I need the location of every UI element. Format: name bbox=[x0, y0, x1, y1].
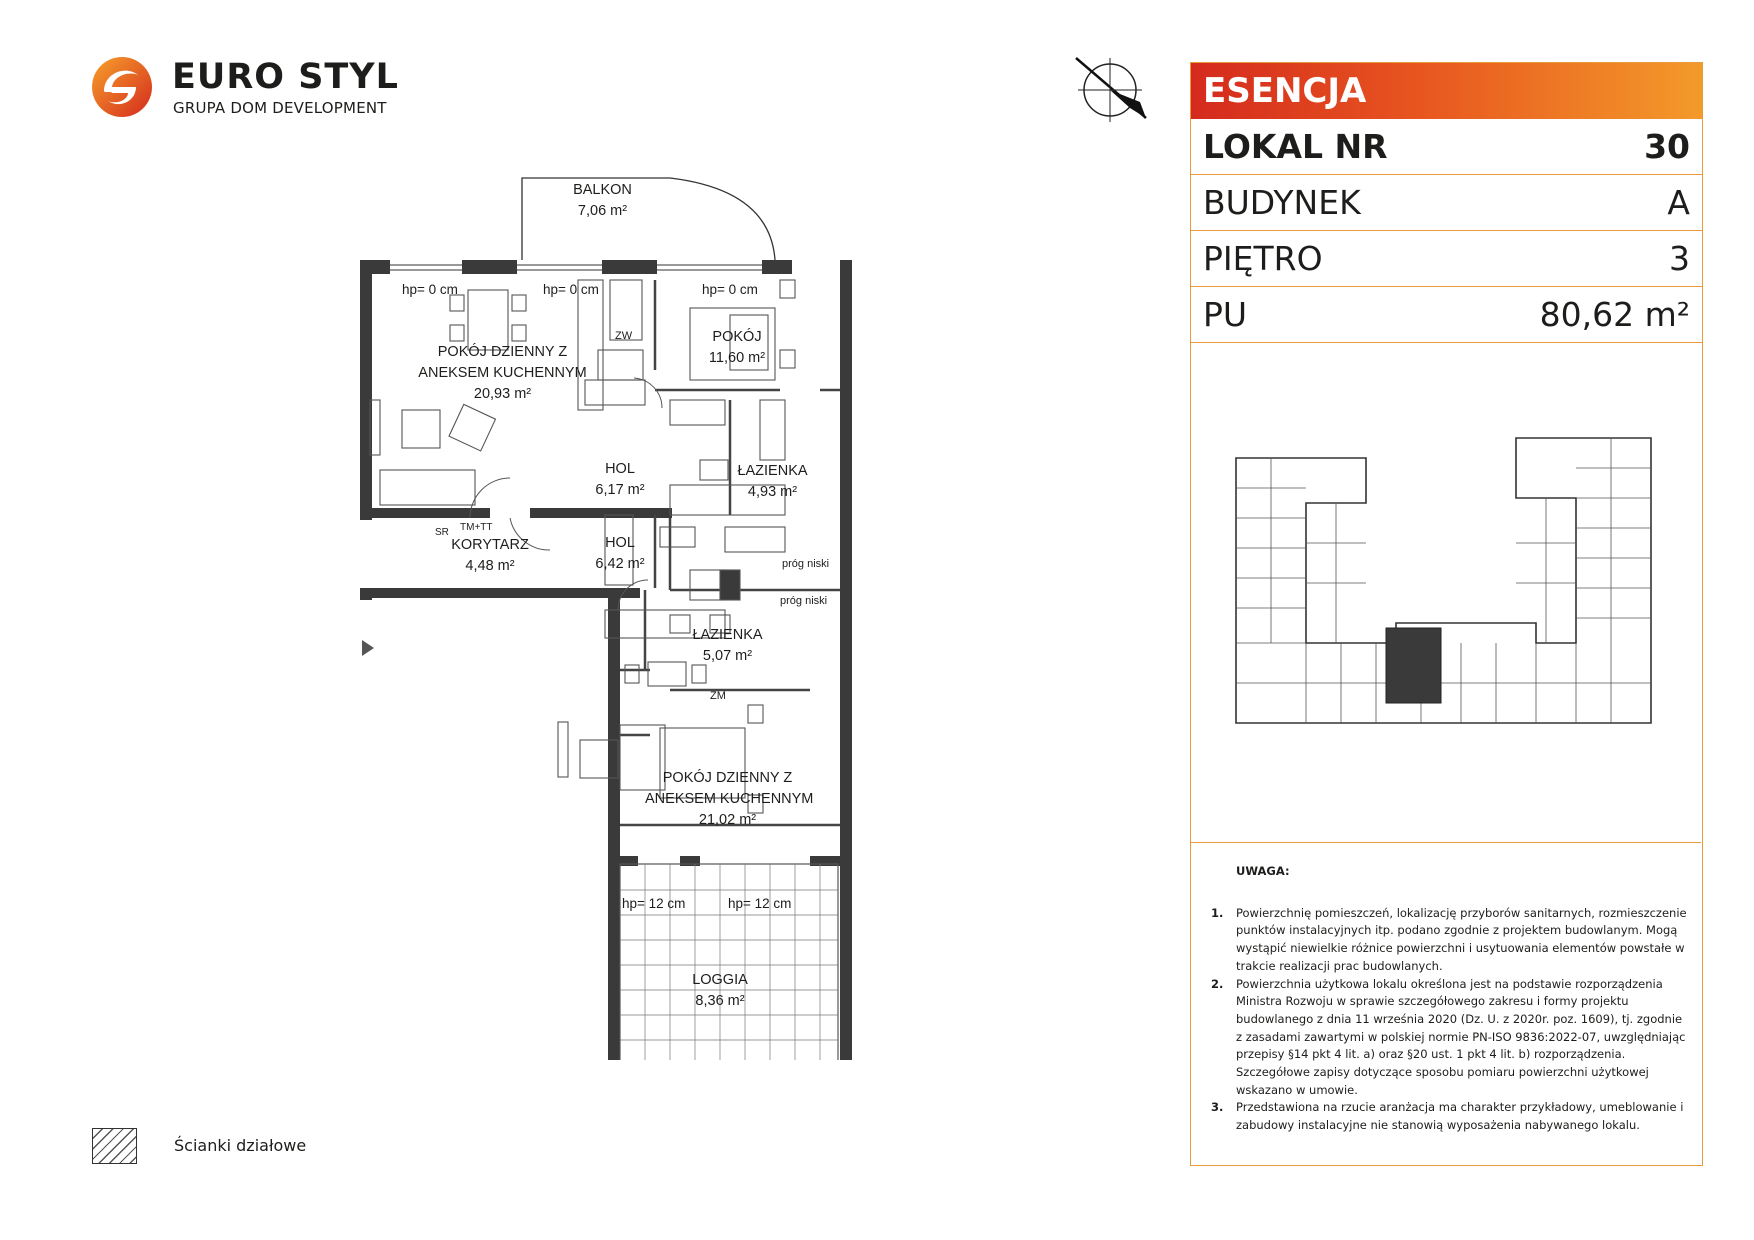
room-hall-1 bbox=[585, 459, 655, 501]
room-loggia bbox=[680, 970, 760, 1012]
building-value: A bbox=[1667, 183, 1690, 222]
legend bbox=[92, 1128, 352, 1168]
partition-wall-hatch-icon bbox=[92, 1128, 137, 1164]
brand-name: EURO STYL bbox=[172, 57, 399, 97]
room-living-kitchen-2-name-line2: ANEKSEM KUCHENNYM bbox=[645, 791, 814, 807]
note-item bbox=[1211, 1099, 1691, 1134]
room-living-kitchen-1-name-line2: ANEKSEM KUCHENNYM bbox=[418, 365, 587, 381]
room-hall-2-area: 6,42 m² bbox=[595, 556, 645, 572]
room-living-kitchen-1 bbox=[400, 342, 605, 405]
brand-subtitle: GRUPA DOM DEVELOPMENT bbox=[173, 99, 387, 117]
floor-value: 3 bbox=[1669, 239, 1690, 278]
note-number: 3. bbox=[1211, 1100, 1224, 1115]
room-loggia-name: LOGGIA bbox=[692, 972, 748, 988]
highlighted-unit-marker bbox=[1386, 628, 1441, 703]
key-plan-drawing bbox=[1191, 343, 1701, 843]
unit-number-label: LOKAL NR bbox=[1203, 127, 1388, 166]
water-meter-label: ZW bbox=[615, 330, 633, 342]
room-balcony-name: BALKON bbox=[573, 182, 632, 198]
telecom-label: TM+TT bbox=[460, 522, 493, 533]
threshold-label-5: hp= 12 cm bbox=[728, 896, 792, 911]
room-bedroom-area: 11,60 m² bbox=[708, 350, 766, 366]
room-bathroom-2-name: ŁAZIENKA bbox=[692, 627, 763, 643]
room-bathroom-1 bbox=[735, 461, 810, 503]
threshold-label-1: hp= 0 cm bbox=[402, 282, 458, 297]
info-row-unit-number bbox=[1191, 119, 1702, 175]
room-bedroom-name: POKÓJ bbox=[712, 329, 762, 345]
switchboard-label: SR bbox=[435, 527, 449, 538]
room-corridor-name: KORYTARZ bbox=[451, 537, 529, 553]
boiler-label: ZM bbox=[710, 690, 726, 702]
notes-section bbox=[1211, 863, 1691, 1135]
room-living-kitchen-1-name-line1: POKÓJ DZIENNY Z bbox=[437, 344, 568, 360]
eurostyl-logo-mark-icon bbox=[90, 55, 154, 119]
room-bathroom-2-area: 5,07 m² bbox=[702, 648, 753, 664]
low-threshold-label-1: próg niski bbox=[782, 558, 830, 570]
note-text: Powierzchnię pomieszczeń, lokalizację przyborów sanitarnych, rozmieszczenie punktów instalacyjnych itp. podano zgodnie z projektem budowlanym. Mogą wystąpić niewielkie różnice powierzchni i usytuowania elementów powstałe w trakcie realizacji prac budowlanych. bbox=[1236, 905, 1687, 973]
room-loggia-area: 8,36 m² bbox=[695, 993, 745, 1009]
info-row-building bbox=[1191, 175, 1702, 231]
legend-label: Ścianki działowe bbox=[174, 1136, 307, 1155]
north-arrow-compass-icon bbox=[1070, 52, 1150, 127]
apartment-info-panel bbox=[1190, 62, 1703, 1166]
room-corridor-area: 4,48 m² bbox=[465, 558, 515, 574]
info-row-usable-area bbox=[1191, 287, 1702, 343]
floor-plan-drawing bbox=[340, 170, 880, 1060]
room-living-kitchen-2-area: 21,02 m² bbox=[698, 812, 757, 828]
investment-name: ESENCJA bbox=[1191, 63, 1702, 119]
room-bedroom bbox=[702, 327, 772, 369]
building-label: BUDYNEK bbox=[1203, 183, 1361, 222]
building-key-plan bbox=[1191, 343, 1701, 843]
low-threshold-label-2: próg niski bbox=[780, 595, 828, 607]
room-balcony-area: 7,06 m² bbox=[577, 203, 628, 219]
room-bathroom-1-area: 4,93 m² bbox=[747, 484, 798, 500]
threshold-label-2: hp= 0 cm bbox=[543, 282, 599, 297]
notes-title: UWAGA: bbox=[1236, 864, 1290, 878]
room-bathroom-2 bbox=[690, 625, 765, 667]
note-item bbox=[1211, 976, 1691, 1100]
note-number: 2. bbox=[1211, 976, 1224, 991]
threshold-label-3: hp= 0 cm bbox=[702, 282, 758, 297]
room-living-kitchen-1-area: 20,93 m² bbox=[473, 386, 532, 402]
usable-area-label: PU bbox=[1203, 295, 1248, 334]
room-balcony bbox=[535, 180, 670, 222]
usable-area-value: 80,62 m² bbox=[1539, 295, 1690, 334]
floor-label: PIĘTRO bbox=[1203, 239, 1323, 278]
room-hall-2 bbox=[585, 533, 655, 575]
room-living-kitchen-2 bbox=[645, 768, 814, 831]
note-text: Powierzchnia użytkowa lokalu określona jest na podstawie rozporządzenia Ministra Rozwoju w sprawie szczegółowego zakresu i formy projektu budowlanego z dnia 11 września 2020 (Dz. U. z 2020r. poz. 1609), tj. zgodnie z zasadami zawartymi w polskiej normie PN-ISO 9836:2022-07, uwzględniając przepisy §14 pkt 4 lit. a) oraz §20 ust. 1 pkt 4 lit. b) rozporządzenia. Szczegółowe zapisy dotyczące sposobu pomiaru powierzchni użytkowej wskazano w umowie. bbox=[1236, 976, 1686, 1097]
floor-plan bbox=[340, 170, 880, 1060]
unit-number-value: 30 bbox=[1644, 127, 1690, 166]
note-text: Przedstawiona na rzucie aranżacja ma charakter przykładowy, umeblowanie i zabudowy instalacyjne nie stanowią wyposażenia nabywanego lokalu. bbox=[1236, 1100, 1684, 1133]
room-corridor bbox=[435, 535, 545, 577]
room-hall-1-name: HOL bbox=[605, 461, 635, 477]
note-number: 1. bbox=[1211, 905, 1224, 920]
room-hall-2-name: HOL bbox=[605, 535, 635, 551]
room-hall-1-area: 6,17 m² bbox=[595, 482, 645, 498]
room-living-kitchen-2-name-line1: POKÓJ DZIENNY Z bbox=[662, 770, 793, 786]
note-item bbox=[1211, 905, 1691, 976]
room-bathroom-1-name: ŁAZIENKA bbox=[737, 463, 808, 479]
threshold-label-4: hp= 12 cm bbox=[622, 896, 686, 911]
brand-logo bbox=[90, 55, 410, 125]
info-row-floor bbox=[1191, 231, 1702, 287]
